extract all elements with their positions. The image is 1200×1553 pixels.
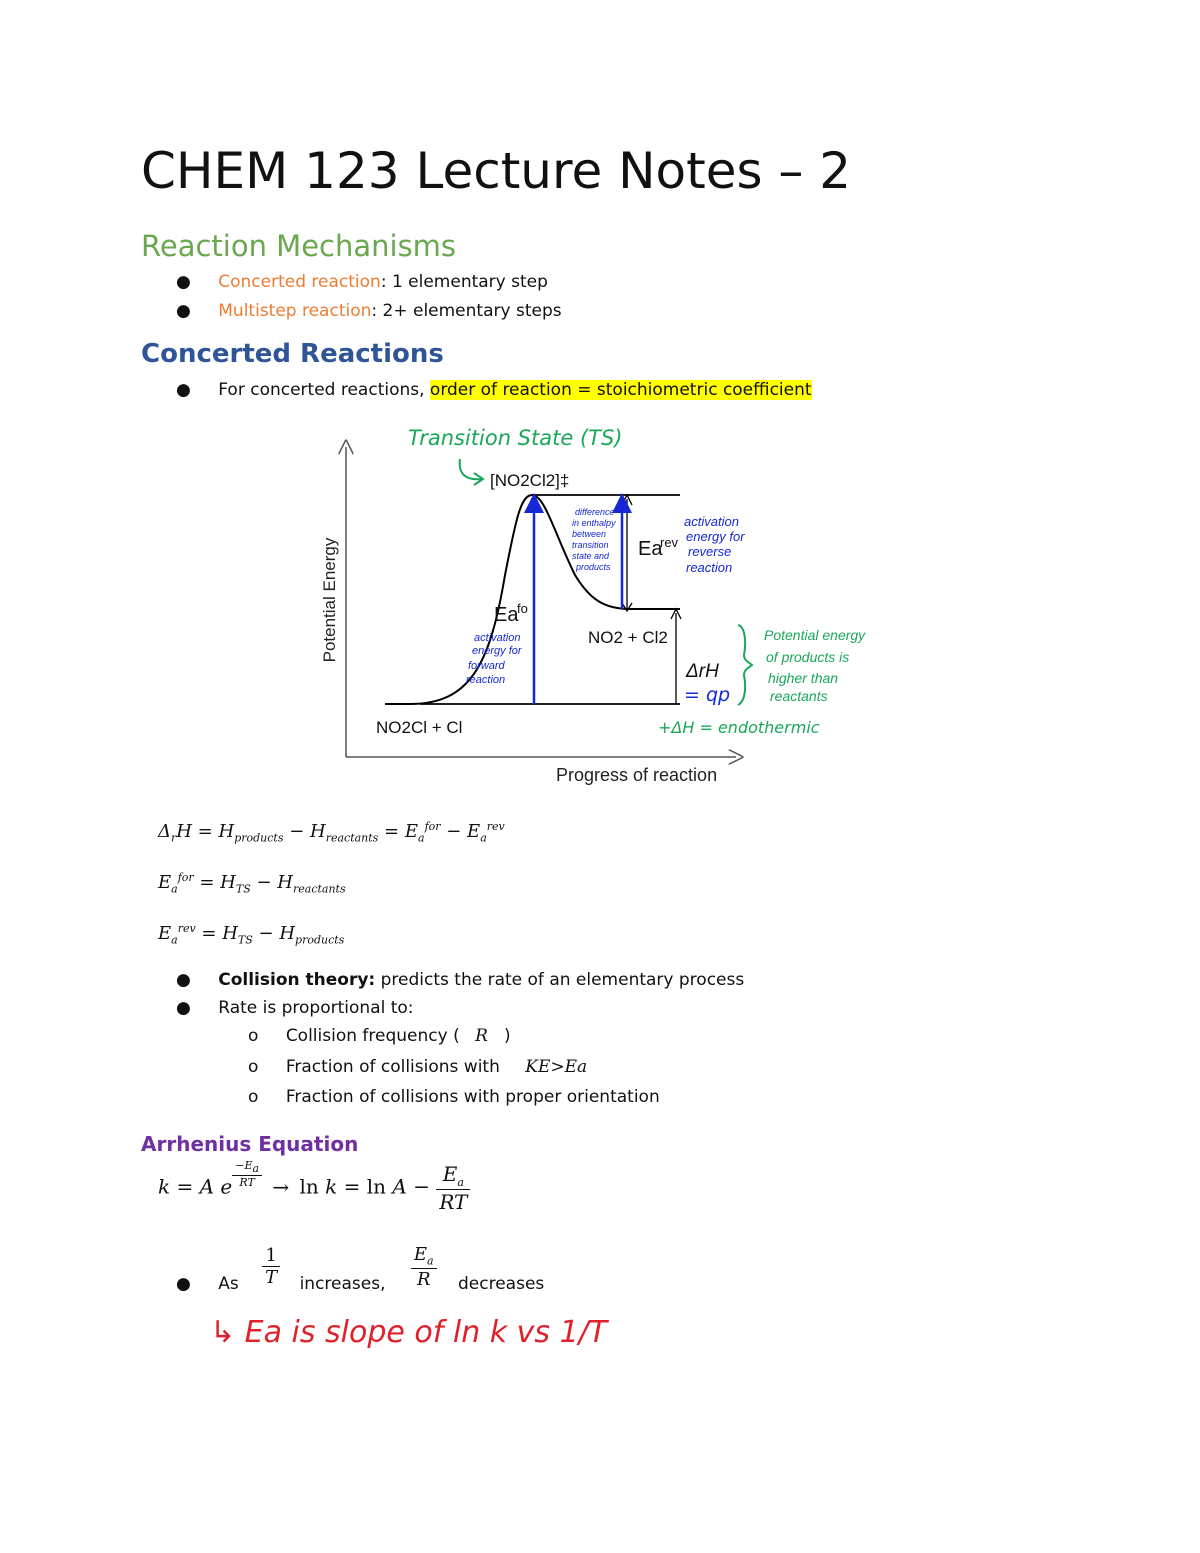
y-axis-label: Potential Energy xyxy=(320,537,339,663)
circle-bullet-icon: o xyxy=(248,1026,259,1046)
svg-text:in enthalpy: in enthalpy xyxy=(572,518,616,528)
x-axis-label: Progress of reaction xyxy=(556,765,718,785)
qp-note: = qp xyxy=(684,684,731,706)
svg-text:of products is: of products is xyxy=(766,649,850,665)
fraction-ea-over-r: $\frac{E_a}{R}$ xyxy=(411,1244,437,1290)
heading-concerted-reactions: Concerted Reactions xyxy=(141,339,444,369)
svg-text:higher than: higher than xyxy=(768,670,839,686)
energy-curve xyxy=(385,495,680,704)
fraction-one-over-t: $\frac{1}{T}$ xyxy=(262,1245,280,1288)
list-item xyxy=(176,301,562,321)
list-item: ● As $\frac{1}{T}$ increases, $\frac{E_a}{R}$ decreases xyxy=(176,1244,545,1294)
bullet-icon: ● xyxy=(176,301,191,321)
bullet-text: For concerted reactions, xyxy=(218,380,430,400)
equation-ea-for: $E_a^{for} = H_{TS} - H_{reactants}$ xyxy=(158,871,346,896)
equation-ea-rev: $E_a^{rev} = H_{TS} - H_{products}$ xyxy=(158,922,345,947)
delta-h-label: ΔrH xyxy=(686,661,719,682)
term-definition: : 1 elementary step xyxy=(380,272,548,292)
diff-note xyxy=(572,507,616,572)
bullet-icon: ● xyxy=(176,272,191,292)
products-label: NO2 + Cl2 xyxy=(588,628,668,647)
term-definition: : 2+ elementary steps xyxy=(371,301,562,321)
svg-text:state and: state and xyxy=(572,551,610,561)
svg-text:energy for: energy for xyxy=(686,529,745,544)
svg-text:forward: forward xyxy=(468,660,505,672)
reactants-label: NO2Cl + Cl xyxy=(376,718,463,737)
sub-list-item: o Collision frequency ( R ) xyxy=(248,1026,511,1046)
svg-text:reactants: reactants xyxy=(770,688,828,704)
rev-note xyxy=(684,514,745,575)
circle-bullet-icon: o xyxy=(248,1057,259,1077)
handwritten-note: ↳ Ea is slope of ln k vs 1/T xyxy=(210,1315,608,1350)
list-item xyxy=(176,998,414,1018)
list-item xyxy=(176,380,812,400)
term-collision-theory: Collision theory: xyxy=(218,970,376,990)
svg-text:products: products xyxy=(576,562,611,572)
list-item xyxy=(176,970,744,990)
list-item xyxy=(176,272,548,292)
sub-list-item: o Fraction of collisions with proper orientation xyxy=(248,1087,660,1107)
bullet-text: Rate is proportional to: xyxy=(218,998,414,1018)
ea-for-label: Ea xyxy=(494,604,519,626)
bullet-icon: ● xyxy=(176,1273,191,1294)
svg-text:reaction: reaction xyxy=(686,560,733,575)
bullet-icon: ● xyxy=(176,380,191,400)
term-concerted-reaction: Concerted reaction xyxy=(218,272,381,292)
ke-ea-expression: KE>Ea xyxy=(525,1057,588,1077)
svg-text:activation: activation xyxy=(474,632,521,644)
svg-text:transition: transition xyxy=(572,540,609,550)
heading-reaction-mechanisms: Reaction Mechanisms xyxy=(141,229,457,263)
for-note xyxy=(466,632,523,686)
sub-list-item: o Fraction of collisions with KE>Ea xyxy=(248,1057,588,1077)
energy-diagram xyxy=(300,415,900,795)
endo-note: +ΔH = endothermic xyxy=(658,718,820,737)
equation-delta-h: $\Delta_rH = H_{products} - H_{reactants} = E_a^{for} - E_a^{rev}$ xyxy=(158,820,505,845)
pe-note xyxy=(764,627,866,704)
variable-r: R xyxy=(475,1026,488,1046)
circle-bullet-icon: o xyxy=(248,1087,259,1107)
svg-text:difference: difference xyxy=(575,507,615,517)
highlighted-text: order of reaction = stoichiometric coefficient xyxy=(429,380,812,400)
ts-note-arrow xyxy=(460,459,483,485)
ts-label: [NO2Cl2]‡ xyxy=(490,471,570,490)
svg-text:reaction: reaction xyxy=(466,674,506,686)
svg-text:reverse: reverse xyxy=(688,544,732,559)
bullet-icon: ● xyxy=(176,998,191,1018)
ea-rev-sup: rev xyxy=(660,535,679,550)
brace-icon xyxy=(738,625,752,705)
term-multistep-reaction: Multistep reaction xyxy=(218,301,372,321)
bullet-icon: ● xyxy=(176,970,191,990)
svg-text:energy for: energy for xyxy=(472,645,522,657)
ea-rev-label: Ea xyxy=(638,538,663,560)
ea-for-sup: fo xyxy=(517,601,528,616)
heading-arrhenius: Arrhenius Equation xyxy=(141,1132,359,1156)
svg-text:between: between xyxy=(572,529,607,539)
equation-arrhenius: k = A e $^{\frac{-E_a}{RT}}$ → ln k = ln A − $\frac{E_a}{RT}$ xyxy=(158,1162,470,1214)
svg-text:activation: activation xyxy=(684,514,739,529)
ts-note: Transition State (TS) xyxy=(408,426,623,450)
svg-text:Potential energy: Potential energy xyxy=(764,627,866,643)
bullet-text: predicts the rate of an elementary process xyxy=(375,970,745,990)
page-title: CHEM 123 Lecture Notes – 2 xyxy=(141,142,852,200)
